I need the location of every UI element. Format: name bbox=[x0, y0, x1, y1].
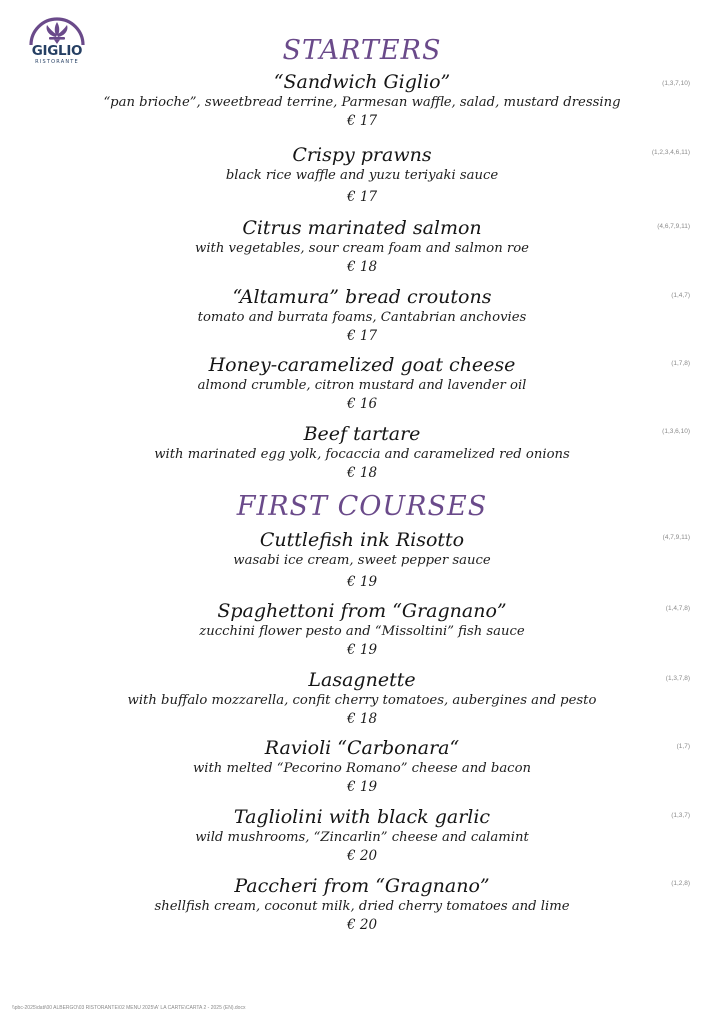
dish-price: € 20 bbox=[346, 848, 378, 864]
menu-item bbox=[0, 599, 724, 660]
dish-name: Honey-caramelized goat cheese bbox=[208, 354, 516, 376]
file-path-footer: \\pbc-2025\dati\00 ALBERGO\03 RISTORANTE\02 MENU 2025\A' LA CARTE\CARTA 2 - 2025 (EN).docx bbox=[12, 1005, 246, 1011]
dish-description: tomato and burrata foams, Cantabrian anchovies bbox=[197, 310, 527, 325]
dish-description: wild mushrooms, “Zincarlin” cheese and calamint bbox=[195, 830, 529, 845]
dish-price: € 19 bbox=[346, 642, 378, 658]
allergen-codes: (1,4,7) bbox=[671, 292, 690, 299]
dish-description: with marinated egg yolk, focaccia and caramelized red onions bbox=[154, 447, 570, 462]
dish-name: “Altamura” bread croutons bbox=[232, 286, 492, 308]
dish-name: Beef tartare bbox=[303, 423, 421, 445]
dish-description: zucchini flower pesto and “Missoltini” fish sauce bbox=[199, 624, 525, 639]
menu-item bbox=[0, 668, 724, 729]
dish-description: “pan brioche”, sweetbread terrine, Parmesan waffle, salad, mustard dressing bbox=[103, 95, 621, 110]
dish-description: black rice waffle and yuzu teriyaki sauce bbox=[225, 168, 499, 183]
dish-price: € 20 bbox=[346, 917, 378, 933]
menu-item bbox=[0, 874, 724, 935]
menu-item bbox=[0, 216, 724, 277]
menu-item bbox=[0, 528, 724, 592]
section-title-first-courses: FIRST COURSES bbox=[236, 491, 488, 522]
menu-item bbox=[0, 805, 724, 866]
menu-item bbox=[0, 736, 724, 797]
allergen-codes: (1,7) bbox=[676, 743, 690, 750]
dish-price: € 18 bbox=[346, 711, 378, 727]
dish-description: almond crumble, citron mustard and lavender oil bbox=[197, 378, 527, 393]
dish-name: Lasagnette bbox=[308, 669, 416, 691]
menu-item bbox=[0, 70, 724, 131]
dish-name: Tagliolini with black garlic bbox=[233, 806, 491, 828]
dish-name: Paccheri from “Gragnano” bbox=[234, 875, 490, 897]
dish-description: shellfish cream, coconut milk, dried cherry tomatoes and lime bbox=[154, 899, 570, 914]
allergen-codes: (1,2,8) bbox=[671, 880, 690, 887]
dish-description: with buffalo mozzarella, confit cherry tomatoes, aubergines and pesto bbox=[127, 693, 597, 708]
dish-price: € 19 bbox=[346, 574, 378, 590]
dish-name: Crispy prawns bbox=[292, 144, 432, 166]
allergen-codes: (1,3,6,10) bbox=[662, 428, 690, 435]
allergen-codes: (1,3,7) bbox=[671, 812, 690, 819]
dish-description: with vegetables, sour cream foam and salmon roe bbox=[195, 241, 529, 256]
allergen-codes: (4,6,7,9,11) bbox=[657, 223, 690, 230]
dish-description: wasabi ice cream, sweet pepper sauce bbox=[233, 553, 491, 568]
dish-name: Cuttlefish ink Risotto bbox=[259, 529, 465, 551]
section-title-starters: STARTERS bbox=[282, 35, 442, 66]
allergen-codes: (1,4,7,8) bbox=[665, 605, 690, 612]
dish-description: with melted “Pecorino Romano” cheese and bacon bbox=[192, 761, 532, 776]
menu-item bbox=[0, 143, 724, 207]
dish-price: € 16 bbox=[346, 396, 378, 412]
dish-name: Spaghettoni from “Gragnano” bbox=[217, 600, 507, 622]
allergen-codes: (1,7,8) bbox=[671, 360, 690, 367]
dish-price: € 18 bbox=[346, 465, 378, 481]
logo-wordmark: GIGLIO bbox=[31, 43, 83, 59]
dish-price: € 17 bbox=[346, 189, 378, 205]
menu-item bbox=[0, 285, 724, 346]
logo-subtitle: RISTORANTE bbox=[35, 59, 79, 65]
menu-item bbox=[0, 353, 724, 414]
allergen-codes: (1,3,7,10) bbox=[662, 80, 690, 87]
allergen-codes: (1,3,7,8) bbox=[665, 675, 690, 682]
dish-name: Citrus marinated salmon bbox=[242, 217, 482, 239]
menu-item bbox=[0, 422, 724, 483]
allergen-codes: (1,2,3,4,6,11) bbox=[651, 149, 690, 156]
dish-name: Ravioli “Carbonara“ bbox=[264, 737, 460, 759]
dish-price: € 17 bbox=[346, 328, 378, 344]
dish-name: “Sandwich Giglio” bbox=[273, 71, 451, 93]
dish-price: € 17 bbox=[346, 113, 378, 129]
dish-price: € 19 bbox=[346, 779, 378, 795]
allergen-codes: (4,7,9,11) bbox=[662, 534, 690, 541]
dish-price: € 18 bbox=[346, 259, 378, 275]
